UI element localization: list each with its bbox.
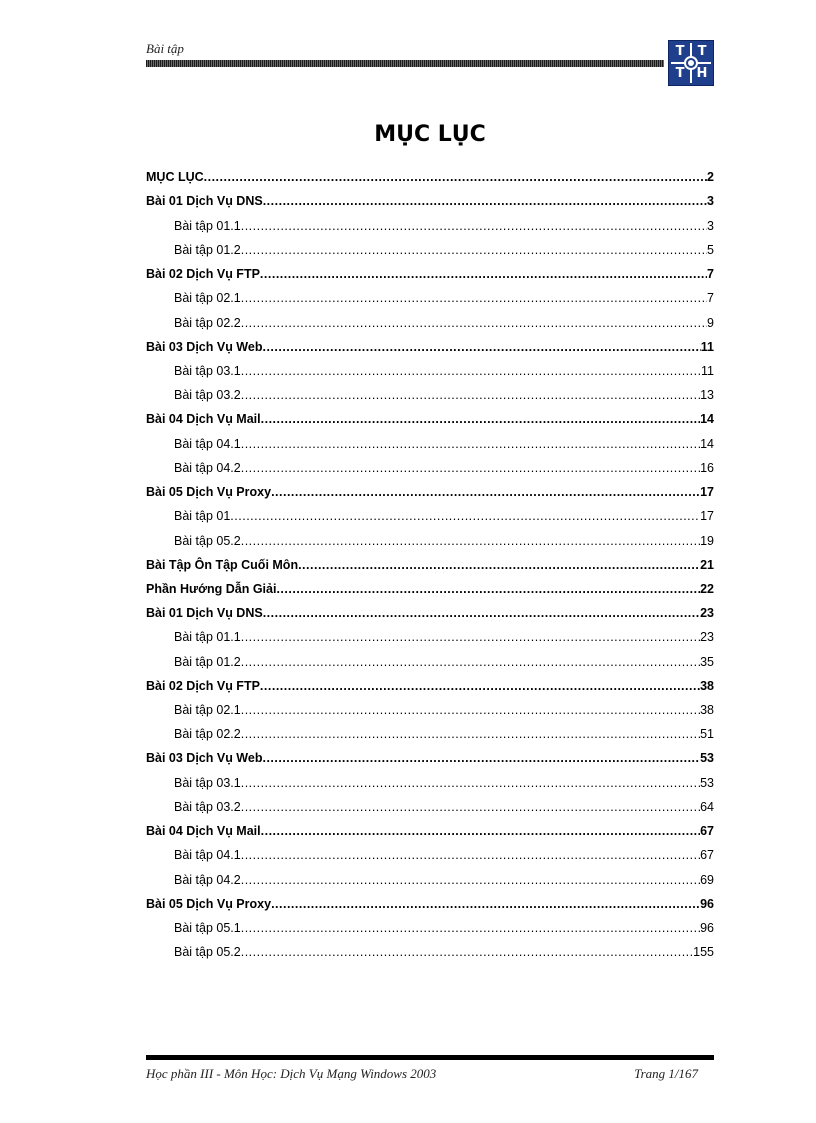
- logo-letter: H: [696, 66, 708, 81]
- toc-dot-leader: [241, 534, 700, 548]
- toc-entry-page: 13: [700, 388, 714, 403]
- toc-dot-leader: [261, 824, 700, 838]
- footer-rule: [146, 1055, 714, 1060]
- toc-dot-leader: [241, 461, 700, 475]
- toc-entry-page: 11: [700, 339, 714, 354]
- toc-dot-leader: [241, 219, 707, 233]
- toc-entry-exercise[interactable]: [146, 502, 714, 526]
- toc-entry-page: 11: [701, 363, 714, 378]
- toc-entry-page: 96: [700, 921, 714, 935]
- toc-entry-label: Bài tập 01.1: [174, 218, 241, 233]
- toc-entry-label: Bài tập 04.2: [174, 460, 241, 475]
- toc-entry-page: 155: [693, 945, 714, 960]
- toc-entry-page: 69: [700, 872, 714, 887]
- toc-entry-label: Bài tập 04.1: [174, 848, 241, 863]
- toc-entry-label: Bài tập 04.2: [174, 872, 241, 887]
- toc-entry-label: Bài tập 03.1: [174, 363, 241, 378]
- header-rule: [146, 60, 664, 67]
- toc-entry-chapter[interactable]: [146, 478, 714, 502]
- toc-entry-exercise[interactable]: [146, 454, 714, 478]
- toc-dot-leader: [241, 727, 700, 741]
- toc-dot-leader: [260, 679, 700, 693]
- toc-dot-leader: [204, 170, 707, 184]
- toc-entry-label: Bài 02 Dịch Vụ FTP: [146, 678, 260, 693]
- toc-dot-leader: [241, 921, 700, 935]
- toc-dot-leader: [271, 897, 700, 911]
- toc-dot-leader: [260, 267, 707, 281]
- toc-entry-page: 14: [700, 412, 714, 427]
- toc-entry-page: 23: [700, 606, 714, 621]
- toc-entry-exercise[interactable]: [146, 647, 714, 671]
- toc-entry-label: Bài tập 01: [174, 509, 231, 524]
- toc-entry-label: Bài tập 05.1: [174, 921, 241, 935]
- toc-entry-exercise[interactable]: [146, 623, 714, 647]
- toc-entry-label: Bài tập 01.1: [174, 630, 241, 645]
- toc-entry-exercise[interactable]: [146, 793, 714, 817]
- toc-entry-exercise[interactable]: [146, 357, 714, 381]
- toc-dot-leader: [263, 606, 700, 620]
- toc-dot-leader: [241, 945, 693, 959]
- toc-entry-exercise[interactable]: [146, 236, 714, 260]
- toc-dot-leader: [241, 655, 700, 669]
- toc-entry-chapter[interactable]: [146, 405, 714, 429]
- page-title: MỤC LỤC: [374, 122, 486, 147]
- toc-entry-exercise[interactable]: [146, 696, 714, 720]
- toc-entry-label: Bài tập 02.2: [174, 315, 241, 330]
- toc-entry-page: 38: [700, 703, 714, 718]
- toc-dot-leader: [298, 558, 700, 572]
- toc-dot-leader: [261, 412, 700, 426]
- toc-entry-page: 64: [700, 799, 714, 814]
- toc-entry-exercise[interactable]: [146, 768, 714, 792]
- toc-entry-exercise[interactable]: [146, 865, 714, 889]
- toc-entry-chapter[interactable]: [146, 817, 714, 841]
- toc-dot-leader: [241, 800, 700, 814]
- toc-entry-label: Phần Hướng Dẫn Giải: [146, 581, 277, 596]
- toc-dot-leader: [241, 243, 707, 257]
- toc-entry-exercise[interactable]: [146, 211, 714, 235]
- toc-entry-chapter[interactable]: [146, 333, 714, 357]
- toc-entry-page: 23: [700, 630, 714, 645]
- toc-entry-label: Bài tập 05.2: [174, 945, 241, 960]
- toc-entry-label: Bài tập 01.2: [174, 242, 241, 257]
- toc-dot-leader: [241, 703, 700, 717]
- toc-dot-leader: [241, 364, 701, 378]
- toc-entry-page: 35: [700, 654, 714, 669]
- footer-page-number: Trang 1/167: [634, 1066, 698, 1081]
- logo-letter: T: [675, 44, 685, 59]
- toc-entry-page: 67: [700, 848, 714, 863]
- toc-entry-page: 5: [707, 242, 714, 257]
- toc-entry-label: MỤC LỤC: [146, 170, 204, 185]
- toc-entry-page: 22: [700, 581, 714, 596]
- toc-entry-page: 53: [700, 775, 714, 790]
- toc-entry-page: 7: [707, 291, 714, 306]
- logo-letter: T: [675, 66, 685, 81]
- toc-entry-chapter[interactable]: [146, 890, 714, 914]
- table-of-contents: [146, 163, 714, 962]
- toc-entry-label: Bài 01 Dịch Vụ DNS: [146, 606, 263, 621]
- logo-letter: T: [697, 44, 707, 59]
- toc-entry-label: Bài 02 Dịch Vụ FTP: [146, 267, 260, 282]
- toc-dot-leader: [241, 848, 700, 862]
- toc-entry-exercise[interactable]: [146, 381, 714, 405]
- toc-dot-leader: [241, 291, 707, 305]
- toc-entry-chapter[interactable]: [146, 672, 714, 696]
- toc-dot-leader: [241, 630, 700, 644]
- toc-entry-label: Bài 05 Dịch Vụ Proxy: [146, 896, 272, 911]
- toc-dot-leader: [241, 316, 707, 330]
- toc-entry-page: 14: [700, 436, 714, 451]
- toc-entry-exercise[interactable]: [146, 284, 714, 308]
- toc-entry-page: 96: [700, 896, 714, 911]
- toc-entry-page: 67: [700, 824, 714, 839]
- toc-entry-page: 51: [700, 727, 714, 742]
- toc-entry-exercise[interactable]: [146, 720, 714, 744]
- toc-entry-label: Bài tập 03.1: [174, 775, 241, 790]
- toc-entry-page: 17: [700, 485, 714, 500]
- toc-dot-leader: [262, 751, 700, 765]
- toc-entry-page: 9: [707, 315, 714, 330]
- toc-entry-chapter[interactable]: [146, 599, 714, 623]
- toc-entry-chapter[interactable]: [146, 744, 714, 768]
- toc-dot-leader: [262, 340, 700, 354]
- toc-entry-chapter[interactable]: [146, 575, 714, 599]
- toc-entry-label: Bài tập 02.1: [174, 703, 241, 718]
- toc-entry-page: 3: [707, 218, 714, 233]
- toc-entry-page: 19: [700, 533, 714, 548]
- toc-entry-label: Bài 01 Dịch Vụ DNS: [146, 194, 263, 209]
- toc-entry-page: 17: [700, 509, 714, 524]
- toc-entry-chapter[interactable]: [146, 163, 714, 187]
- header-section-title: Bài tập: [146, 41, 184, 56]
- toc-dot-leader: [241, 437, 700, 451]
- toc-entry-exercise[interactable]: [146, 526, 714, 550]
- toc-entry-page: 3: [707, 194, 714, 209]
- toc-entry-label: Bài 03 Dịch Vụ Web: [146, 751, 263, 766]
- toc-dot-leader: [241, 776, 700, 790]
- toc-entry-page: 21: [700, 557, 714, 572]
- toc-entry-page: 7: [707, 267, 714, 282]
- toc-dot-leader: [276, 582, 700, 596]
- toc-entry-exercise[interactable]: [146, 914, 714, 938]
- toc-entry-label: Bài 05 Dịch Vụ Proxy: [146, 485, 272, 500]
- toc-dot-leader: [263, 194, 707, 208]
- toc-entry-label: Bài Tập Ôn Tập Cuối Môn: [146, 557, 299, 572]
- toc-entry-exercise[interactable]: [146, 429, 714, 453]
- toc-entry-chapter[interactable]: [146, 260, 714, 284]
- toc-dot-leader: [230, 509, 700, 523]
- toc-entry-chapter[interactable]: [146, 187, 714, 211]
- footer-course-title: Học phần III - Môn Học: Dịch Vụ Mạng Windows 2003: [146, 1066, 437, 1081]
- toc-entry-exercise[interactable]: [146, 841, 714, 865]
- toc-entry-page: 53: [700, 751, 714, 766]
- toc-entry-label: Bài tập 03.2: [174, 388, 241, 403]
- toc-entry-label: Bài tập 05.2: [174, 533, 241, 548]
- toc-entry-label: Bài 03 Dịch Vụ Web: [146, 339, 263, 354]
- toc-entry-page: 38: [700, 678, 714, 693]
- toc-dot-leader: [241, 873, 700, 887]
- toc-entry-label: Bài tập 04.1: [174, 436, 241, 451]
- toc-entry-label: Bài tập 03.2: [174, 799, 241, 814]
- toc-entry-page: 2: [707, 170, 714, 185]
- toc-entry-label: Bài tập 02.2: [174, 727, 241, 742]
- toc-entry-page: 16: [700, 460, 714, 475]
- toc-entry-label: Bài tập 02.1: [174, 291, 241, 306]
- toc-entry-label: Bài 04 Dịch Vụ Mail: [146, 412, 261, 427]
- toc-entry-exercise[interactable]: [146, 938, 714, 962]
- toc-entry-label: Bài 04 Dịch Vụ Mail: [146, 824, 261, 839]
- toc-dot-leader: [241, 388, 700, 402]
- toc-entry-chapter[interactable]: [146, 551, 714, 575]
- toc-entry-label: Bài tập 01.2: [174, 654, 241, 669]
- toc-dot-leader: [271, 485, 700, 499]
- tth-logo: [668, 40, 714, 86]
- toc-entry-exercise[interactable]: [146, 308, 714, 332]
